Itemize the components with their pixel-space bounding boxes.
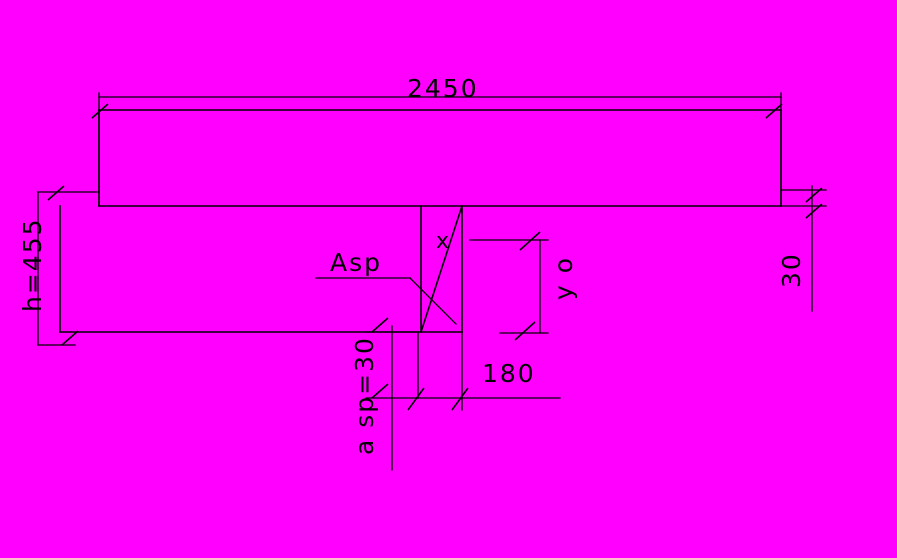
section-web (60, 206, 462, 332)
leader-asp (316, 278, 456, 324)
dimension-y-o (470, 232, 548, 340)
label-top-width: 2450 (407, 74, 479, 103)
dimension-left-height (38, 186, 99, 345)
label-asp-offset: a sp=30 (350, 336, 379, 455)
label-flange-thickness: 30 (777, 252, 806, 288)
section-outline (99, 110, 781, 206)
label-centroid-x: x (436, 229, 452, 254)
label-web-width: 180 (482, 359, 536, 388)
label-left-height: h=455 (18, 217, 47, 312)
label-asp: Asp (330, 248, 382, 277)
dimension-flange-thickness (781, 186, 826, 311)
label-y-o: y o (549, 255, 578, 300)
